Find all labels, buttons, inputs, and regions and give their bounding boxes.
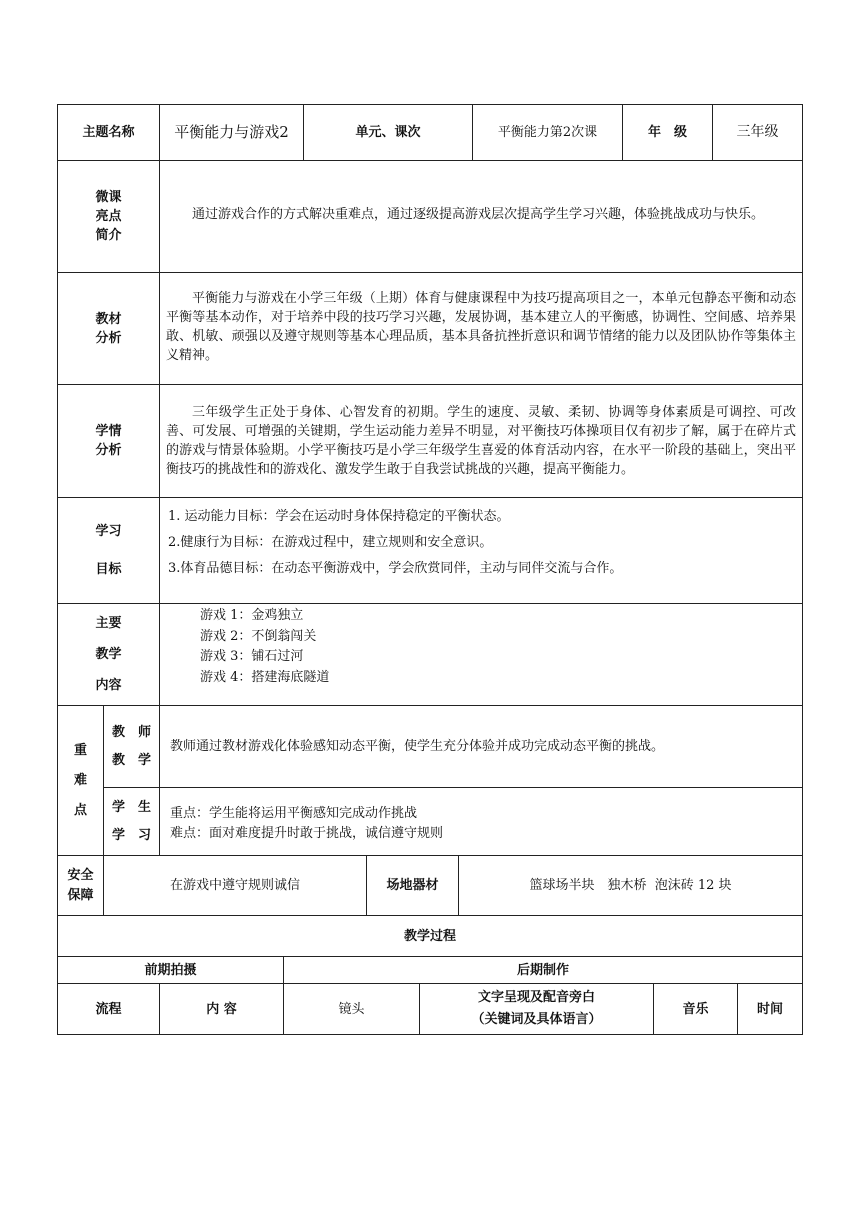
- col-flow: 流程: [57, 983, 160, 1035]
- key-points-label-line: 难: [73, 772, 87, 788]
- col-music: 音乐: [653, 983, 738, 1035]
- highlights-text: 通过游戏合作的方式解决重难点，通过逐级提高游戏层次提高学生学习兴趣，体验挑战成功与快乐。: [192, 207, 765, 222]
- safety-label-line: 安全: [67, 867, 94, 883]
- objective-item: 1. 运动能力目标：学会在运动时身体保持稳定的平衡状态。: [168, 509, 510, 524]
- material-label: [57, 272, 160, 385]
- col-time: 时间: [737, 983, 803, 1035]
- safety-label-line: 保障: [67, 887, 94, 903]
- learners-label: [57, 384, 160, 498]
- highlights-label-line: 简介: [95, 228, 122, 243]
- material-text-cell: [159, 272, 803, 385]
- col-text-narration: [419, 983, 654, 1035]
- content-cell: [159, 603, 803, 706]
- student-learning-line: 难点：面对难度提升时敢于挑战，诚信遵守规则: [170, 826, 444, 841]
- unit-label: 单元、课次: [303, 104, 473, 161]
- content-item: 游戏 2：不倒翁闯关: [200, 628, 317, 644]
- highlights-label: [57, 160, 160, 273]
- key-points-label-line: 点: [73, 802, 87, 818]
- content-label: [57, 603, 160, 706]
- unit-value: 平衡能力第2次课: [472, 104, 623, 161]
- highlights-label-line: 微课: [95, 190, 122, 205]
- key-points-label-line: 重: [73, 742, 87, 758]
- learners-label-line: 学情: [95, 424, 122, 439]
- student-learning-line: 重点：学生能将运用平衡感知完成动作挑战: [170, 806, 418, 821]
- process-title: 教学过程: [57, 915, 803, 957]
- highlights-label-line: 亮点: [95, 209, 122, 224]
- topic-label: 主题名称: [57, 104, 160, 161]
- grade-value: 三年级: [712, 104, 803, 161]
- teacher-label-line: 教 师: [111, 724, 151, 740]
- content-label-line: 内容: [95, 678, 122, 693]
- venue-label: 场地器材: [366, 855, 459, 916]
- col-content: 内 容: [159, 983, 284, 1035]
- content-label-line: 教学: [95, 647, 122, 662]
- safety-value: 在游戏中遵守规则诚信: [103, 855, 367, 916]
- learners-label-line: 分析: [95, 443, 122, 458]
- objectives-label: [57, 497, 160, 604]
- objectives-cell: [159, 497, 803, 604]
- objectives-label-line: 学习: [95, 523, 122, 539]
- content-label-line: 主要: [95, 616, 122, 631]
- objective-item: 2.健康行为目标：在游戏过程中，建立规则和安全意识。: [168, 535, 493, 550]
- pre-production-label: 前期拍摄: [57, 956, 284, 984]
- highlights-text-cell: [159, 160, 803, 273]
- student-label-line: 学 生: [111, 799, 151, 815]
- learners-text-cell: [159, 384, 803, 498]
- material-label-line: 教材: [95, 311, 122, 327]
- col-text-line: （关键词及具体语言）: [471, 1012, 602, 1027]
- key-points-label: [57, 705, 104, 856]
- content-item: 游戏 1：金鸡独立: [200, 608, 304, 623]
- grade-label: 年 级: [622, 104, 713, 161]
- safety-label: [57, 855, 104, 916]
- col-text-line: 文字呈现及配音旁白: [477, 990, 595, 1005]
- teacher-teaching-label: [103, 705, 160, 788]
- topic-value: 平衡能力与游戏2: [159, 104, 304, 161]
- content-item: 游戏 3：铺石过河: [200, 649, 304, 664]
- learners-text: 三年级学生正处于身体、心智发育的初期。学生的速度、灵敏、柔韧、协调等身体素质是可调控、可改善、可发展、可增强的关键期，学生运动能力差异不明显，对平衡技巧体操项目仅有初步了解，属于在碎片式的游戏与情景体验期。小学平衡技巧是小学三年级学生喜爱的体育活动内容，在水平一阶段的基础上，突出平衡技巧的挑战性和的游戏化、激发学生敢于自我尝试挑战的兴趣，提高平衡能力。: [166, 405, 796, 477]
- venue-value: 篮球场半块 独木桥 泡沫砖 12 块: [458, 855, 803, 916]
- teacher-teaching-cell: [159, 705, 803, 788]
- material-text: 平衡能力与游戏在小学三年级（上期）体育与健康课程中为技巧提高项目之一，本单元包静态平衡和动态平衡等基本动作，对于培养中段的技巧学习兴趣，发展协调，基本建立人的平衡感，协调性、空间感、培养果敢、机敏、顽强以及遵守规则等基本心理品质，基本具备抗挫折意识和调节情绪的能力以及团队协作等集体主义精神。: [166, 290, 796, 363]
- objective-item: 3.体育品德目标：在动态平衡游戏中，学会欣赏同伴，主动与同伴交流与合作。: [168, 561, 623, 576]
- content-item: 游戏 4：搭建海底隧道: [200, 669, 330, 685]
- student-learning-label: [103, 787, 160, 856]
- teacher-label-line: 教 学: [111, 752, 151, 768]
- student-learning-cell: [159, 787, 803, 856]
- student-label-line: 学 习: [111, 827, 151, 843]
- post-production-label: 后期制作: [283, 956, 803, 984]
- material-label-line: 分析: [95, 330, 122, 346]
- teacher-teaching-text: 教师通过教材游戏化体验感知动态平衡，使学生充分体验并成功完成动态平衡的挑战。: [170, 739, 665, 754]
- col-shot: 镜头: [283, 983, 420, 1035]
- objectives-label-line: 目标: [95, 561, 122, 577]
